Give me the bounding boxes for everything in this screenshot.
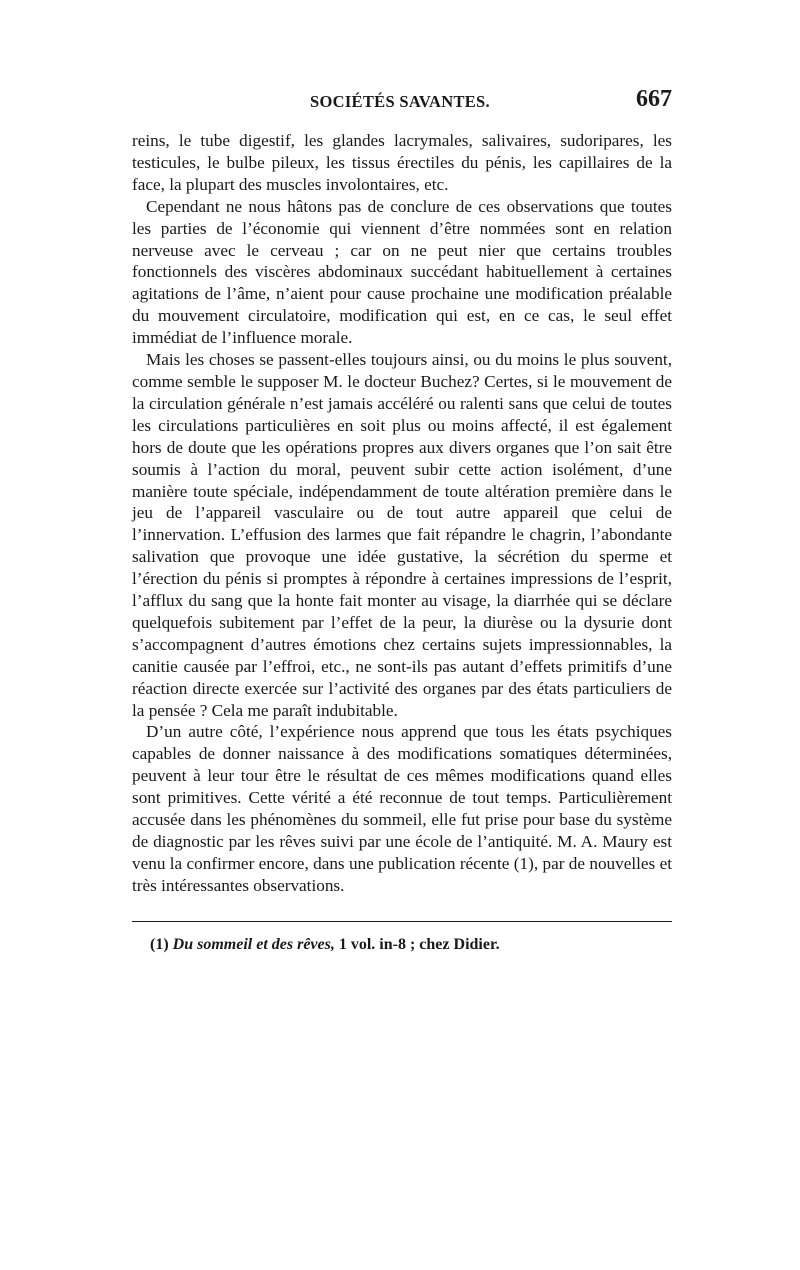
paragraph-4: D’un autre côté, l’expérience nous apprend que tous les états psychiques capables de donner naissance à des modifications somatiques déterminées, peuvent à leur tour être le résultat de ces mêmes modifications quand elles sont primitives. Cette vérité a été reconnue de tout temps. Particulièrement accusée dans les phénomènes du sommeil, elle fut prise pour base du système de diagnostic par les rêves suivi par une école de l’antiquité. M. A. Maury est venu la confirmer encore, dans une publication récente (1), par de nouvelles et très intéressantes observations. xyxy=(132,722,672,895)
body-text xyxy=(132,130,672,897)
footnote-work-title: Du sommeil et des rêves, xyxy=(172,935,335,953)
paragraph-2: Cependant ne nous hâtons pas de conclure de ces observations que toutes les parties de l’économie qui viennent d’être nommées sont en relation nerveuse avec le cerveau ; car on ne peut nier que certains troubles fonctionnels des viscères abdominaux succédant habituellement à certaines agitations de l’âme, n’aient pour cause prochaine une modification préalable du mouvement circulatoire, modification qui est, en ce cas, le seul effet immédiat de l’influence morale. xyxy=(132,196,672,348)
running-head: SOCIÉTÉS SAVANTES. xyxy=(310,92,490,111)
footnote-details: 1 vol. in-8 ; chez Didier. xyxy=(334,935,500,953)
page-header xyxy=(132,86,672,130)
page-number: 667 xyxy=(636,86,672,112)
footnote xyxy=(132,936,672,954)
footnote-rule xyxy=(132,921,672,922)
book-page xyxy=(132,86,672,954)
paragraph-3: Mais les choses se passent-elles toujours ainsi, ou du moins le plus souvent, comme semble le supposer M. le docteur Buchez? Certes, si le mouvement de la circulation générale n’est jamais accéléré ou ralenti sans que celui de toutes les circulations particulières en soit plus ou moins affecté, il est également hors de doute que les opérations propres aux divers organes que l’on sait être soumis à l’action du moral, peuvent subir cette action isolément, d’une manière toute spéciale, indépendamment de toute altération première dans le jeu de l’appareil vasculaire ou de tout autre appareil que celui de l’innervation. L’effusion des larmes que fait répandre le chagrin, l’abondante salivation que provoque une idée gustative, la sécrétion du sperme et l’érection du pénis si promptes à répondre à certaines impressions de l’esprit, l’afflux du sang que la honte fait monter au visage, la diarrhée qui se déclare quelquefois subitement par l’effet de la peur, la diurèse ou la dysurie dont s’accompagnent d’autres émotions chez certains sujets impressionnables, la canitie causée par l’effroi, etc., ne sont-ils pas autant d’effets primitifs d’une réaction directe exercée sur l’activité des organes par des états particuliers de la pensée ? Cela me paraît indubitable. xyxy=(132,350,672,720)
paragraph-1: reins, le tube digestif, les glandes lacrymales, salivaires, sudoripares, les testicules, le bulbe pileux, les tissus érectiles du pénis, les capillaires de la face, la plupart des muscles involontaires, etc. xyxy=(132,131,672,194)
footnote-marker: (1) xyxy=(150,935,169,953)
